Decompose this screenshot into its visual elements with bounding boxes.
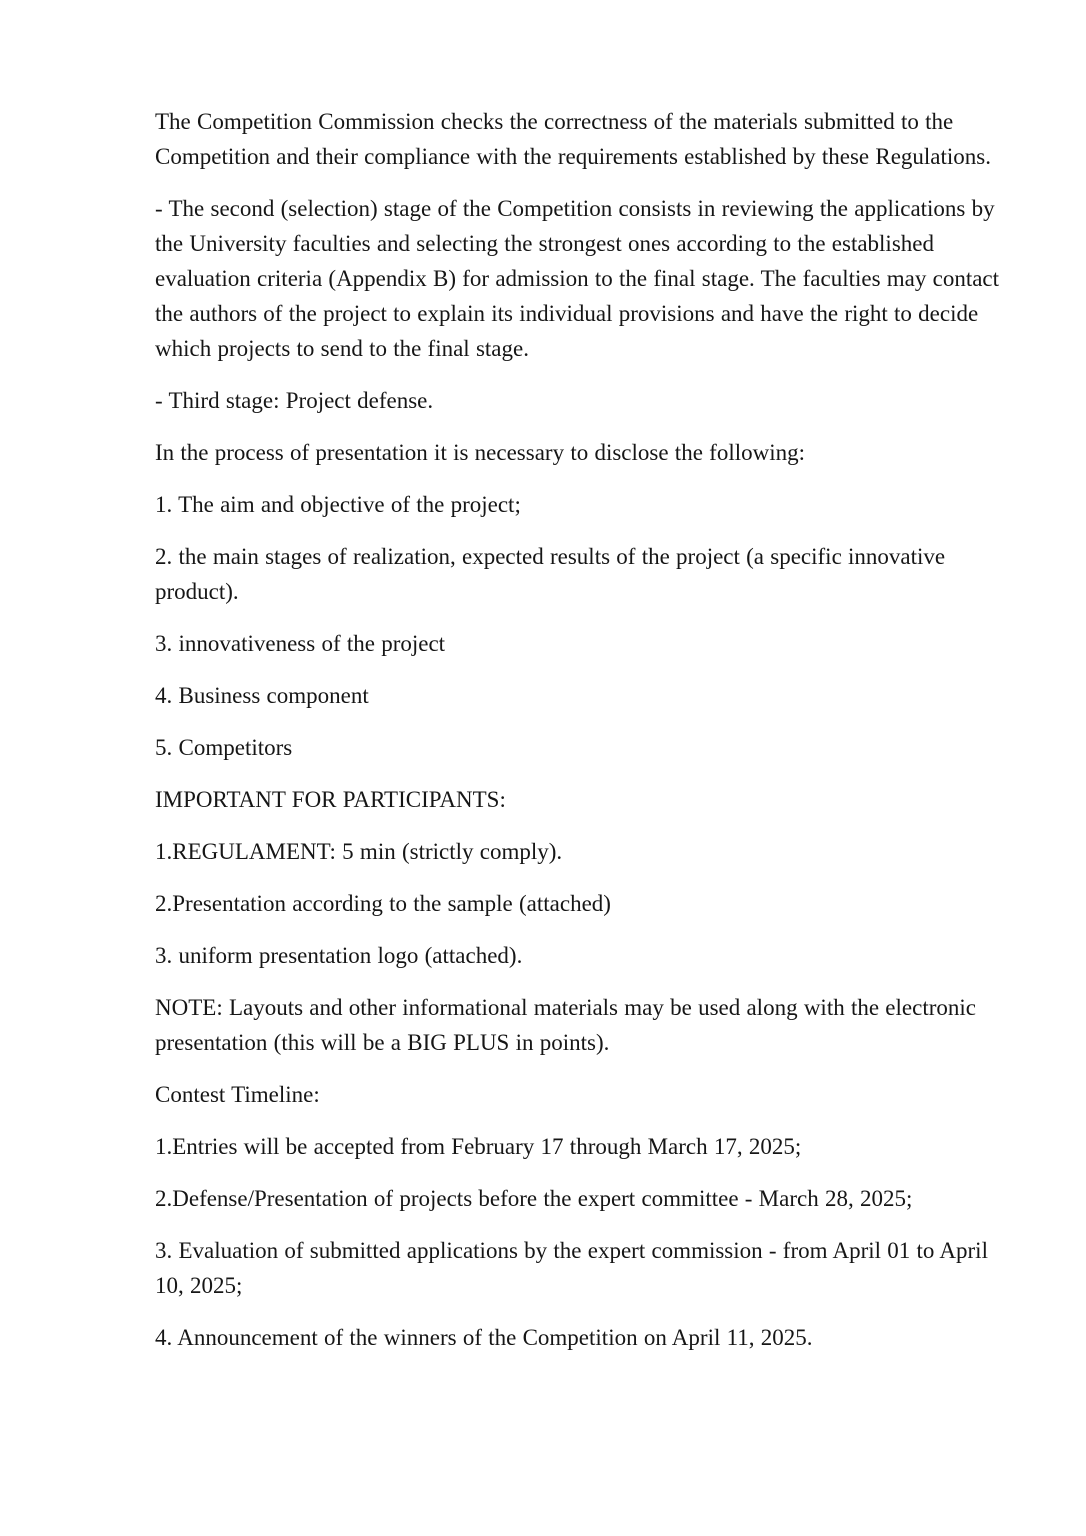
paragraph-note: NOTE: Layouts and other informational materials may be used along with the electronic presentation (this will be a BIG PLUS in points).: [155, 995, 976, 1055]
timeline-item-entries: 1.Entries will be accepted from February 17 through March 17, 2025;: [155, 1134, 802, 1159]
list-item-uniform-logo: 3. uniform presentation logo (attached).: [155, 943, 523, 968]
list-item-presentation-sample: 2.Presentation according to the sample (attached): [155, 891, 611, 916]
document-text-block: [155, 104, 1005, 1372]
list-item-innovativeness: 3. innovativeness of the project: [155, 631, 446, 656]
paragraph-presentation-intro: In the process of presentation it is necessary to disclose the following:: [155, 440, 805, 465]
heading-contest-timeline: Contest Timeline:: [155, 1082, 320, 1107]
list-item-business-component: 4. Business component: [155, 683, 369, 708]
timeline-item-announcement: 4. Announcement of the winners of the Competition on April 11, 2025.: [155, 1325, 813, 1350]
timeline-item-defense: 2.Defense/Presentation of projects before the expert committee - March 28, 2025;: [155, 1186, 913, 1211]
paragraph-third-stage: - Third stage: Project defense.: [155, 388, 434, 413]
paragraph-commission-check: The Competition Commission checks the correctness of the materials submitted to the Competition and their compliance with the requirements established by these Regulations.: [155, 109, 991, 169]
timeline-item-evaluation: 3. Evaluation of submitted applications by the expert commission - from April 01 to April 10, 2025;: [155, 1238, 988, 1298]
list-item-competitors: 5. Competitors: [155, 735, 293, 760]
list-item-main-stages: 2. the main stages of realization, expected results of the project (a specific innovative product).: [155, 544, 946, 604]
heading-important-for-participants: IMPORTANT FOR PARTICIPANTS:: [155, 787, 506, 812]
list-item-regulament: 1.REGULAMENT: 5 min (strictly comply).: [155, 839, 563, 864]
paragraph-second-stage: - The second (selection) stage of the Competition consists in reviewing the applications by the University faculties and selecting the strongest ones according to the established evaluation criteria (Appendix B) for admission to the final stage. The faculties may contact the authors of the project to explain its individual provisions and have the right to decide which projects to send to the final stage.: [155, 196, 1000, 361]
list-item-aim-objective: 1. The aim and objective of the project;: [155, 492, 521, 517]
